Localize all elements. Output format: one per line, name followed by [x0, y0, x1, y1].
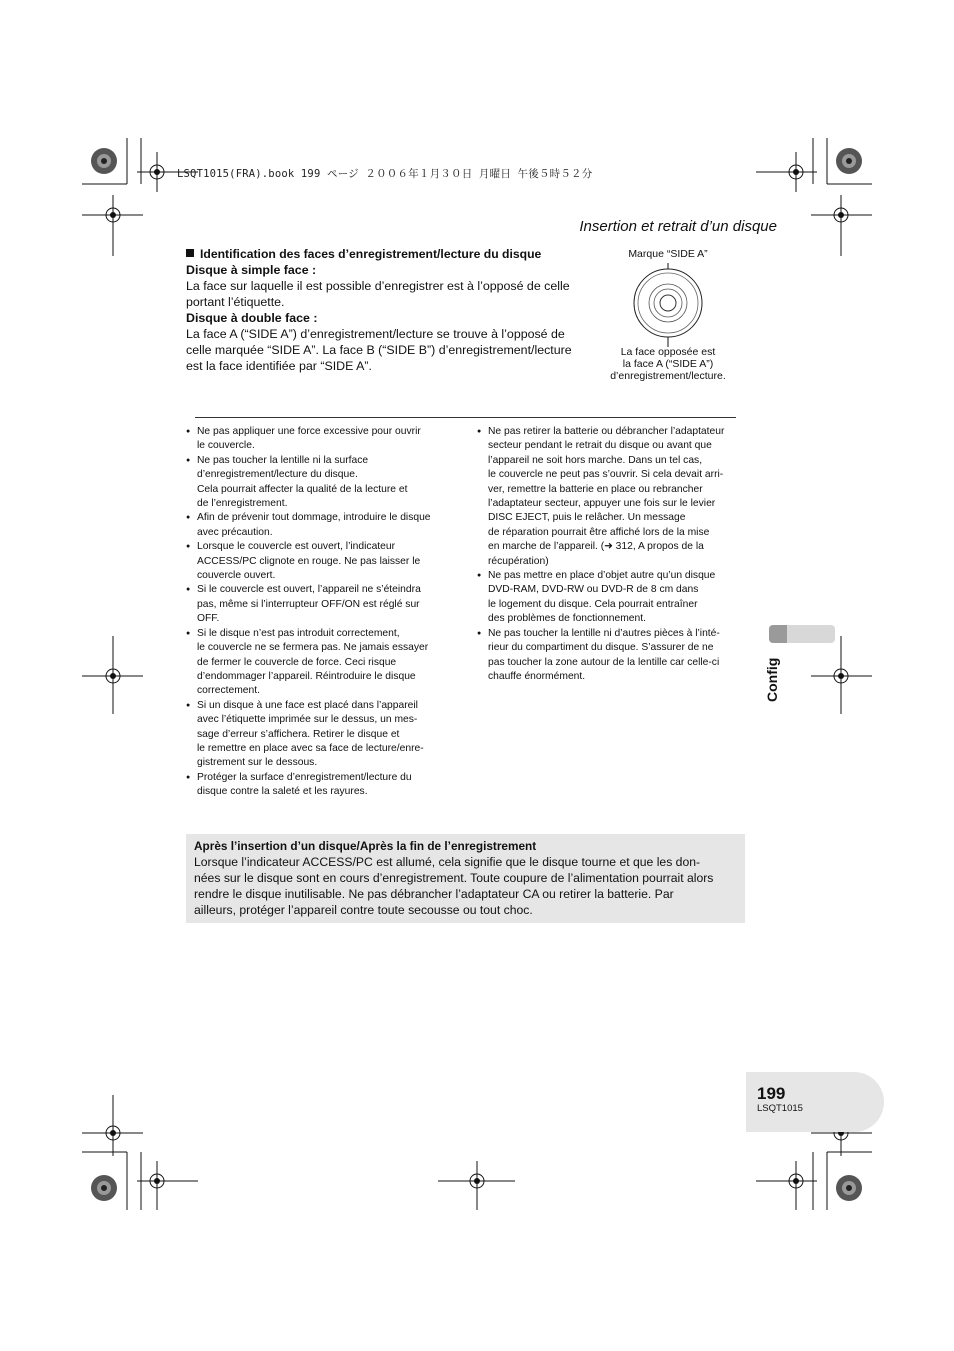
- section-title: Insertion et retrait d’un disque: [579, 218, 777, 235]
- note-line: d’enregistrement/lecture du disque.: [197, 469, 358, 481]
- note-line: l’appareil ne soit hors marche. Dans un tel cas,: [488, 454, 703, 466]
- note-line: le logement du disque. Cela pourrait entraîner: [488, 598, 698, 610]
- note-line: pas, même si l’interrupteur OFF/ON est réglé sur: [197, 598, 420, 610]
- identification-heading: Identification des faces d’enregistrement/lecture du disque: [186, 246, 582, 262]
- note-item: [186, 511, 454, 540]
- note-line: gistrement sur le dessous.: [197, 757, 318, 769]
- note-line: avec l’étiquette imprimée sur le dessus, un mes-: [197, 714, 418, 726]
- note-line: le remettre en place avec sa face de lecture/enre-: [197, 742, 424, 754]
- square-bullet-icon: [186, 249, 194, 257]
- single-side-title: Disque à simple face :: [186, 263, 317, 277]
- note-line: ver, remettre la batterie en place ou rebrancher: [488, 483, 703, 495]
- divider: [195, 417, 736, 418]
- note-line: ● Ne pas mettre en place d’objet autre qu’un disque: [488, 570, 716, 582]
- note-item: [477, 425, 749, 569]
- note-item: [186, 540, 454, 583]
- side-a-mark-label: Marque “SIDE A”: [628, 248, 708, 260]
- note-line: correctement.: [197, 685, 260, 697]
- notes-left-column: [186, 425, 454, 800]
- note-line: rieur du compartiment du disque. S’assurer de ne: [488, 642, 714, 654]
- note-line: de réparation pourrait être affiché lors de la mise: [488, 526, 710, 538]
- note-item: [186, 583, 454, 626]
- note-line: couvercle ouvert.: [197, 570, 276, 582]
- note-line: le couvercle ne se fermera pas. Ne jamais essayer: [197, 642, 429, 654]
- note-line: avec précaution.: [197, 526, 273, 538]
- notes-right-column: [477, 425, 749, 684]
- note-line: ACCESS/PC clignote en rouge. Ne pas laisser le: [197, 555, 421, 567]
- page-code: LSQT1015: [757, 1103, 803, 1114]
- note-line: pas toucher la zone autour de la lentille car celle-ci: [488, 656, 720, 668]
- section-tab-marker: [769, 625, 787, 643]
- note-item: [186, 454, 454, 512]
- note-line: ● Lorsque le couvercle est ouvert, l’indicateur: [197, 541, 396, 553]
- config-label-wrap: [764, 650, 784, 702]
- note-line: DISC EJECT, puis le relâcher. Un message: [488, 512, 686, 524]
- note-line: le couvercle ne peut pas s’ouvrir. Si cela devait arri-: [488, 469, 724, 481]
- note-line: ● Ne pas retirer la batterie ou débrancher l’adaptateur: [488, 426, 725, 437]
- note-line: disque contre la saleté et les rayures.: [197, 786, 368, 798]
- note-line: l’adaptateur secteur, appuyer une fois sur le levier: [488, 498, 716, 510]
- note-line: ● Si le couvercle est ouvert, l’appareil ne s’éteindra: [197, 584, 421, 596]
- notes-left-list: [186, 425, 454, 800]
- note-line: récupération): [488, 555, 549, 567]
- note-line: OFF.: [197, 613, 220, 625]
- notice-title: Après l’insertion d’un disque/Après la fin de l’enregistrement: [194, 839, 537, 853]
- note-line: ● Afin de prévenir tout dommage, introduire le disque: [197, 512, 431, 524]
- note-line: ● Ne pas appliquer une force excessive pour ouvrir: [197, 426, 421, 437]
- note-line: le couvercle.: [197, 440, 255, 452]
- note-line: Cela pourrait affecter la qualité de la lecture et: [197, 483, 408, 495]
- file-header: LSQT1015(FRA).book 199 ページ ２００６年１月３０日 月曜日 午後５時５２分: [177, 168, 593, 180]
- note-line: en marche de l’appareil. (➜ 312, A propos de la: [488, 541, 704, 553]
- notice-text: Lorsque l’indicateur ACCESS/PC est allumé, cela signifie que le disque tourne et que les don- nées sur le disque sont en cours d’enregistrement. Toute coupure de l’alimentation pourrait alors rendre le disque inutilisable. Ne pas débrancher l’adaptateur CA ou retirer la batterie. Par ailleurs, protéger l’appareil contre toute secousse ou tout choc.: [194, 855, 714, 917]
- note-line: de l’enregistrement.: [197, 498, 288, 510]
- identification-section: [186, 246, 582, 374]
- page-number: 199: [757, 1084, 786, 1103]
- note-line: des problèmes de fonctionnement.: [488, 613, 646, 625]
- notice-box: [186, 834, 745, 923]
- note-line: chauffe énormément.: [488, 670, 586, 682]
- single-side-text: La face sur laquelle il est possible d’enregistrer est à l’opposé de celle portant l’étiquette.: [186, 279, 570, 309]
- double-side-title: Disque à double face :: [186, 311, 318, 325]
- note-line: ● Ne pas toucher la lentille ni la surface: [197, 454, 369, 466]
- note-item: [186, 699, 454, 771]
- note-line: sage d’erreur s’affichera. Retirer le disque et: [197, 728, 400, 740]
- note-item: [186, 425, 454, 454]
- note-line: ● Ne pas toucher la lentille ni d’autres pièces à l’inté-: [488, 627, 720, 639]
- note-line: ● Si le disque n’est pas introduit correctement,: [197, 627, 400, 639]
- note-line: ● Si un disque à une face est placé dans l’appareil: [197, 699, 418, 711]
- disc-figure: [600, 247, 736, 387]
- note-item: [477, 569, 749, 627]
- note-line: de fermer le couvercle de force. Ceci risque: [197, 656, 397, 668]
- note-line: d’endommager l’appareil. Réintroduire le disque: [197, 670, 416, 682]
- note-item: [186, 627, 454, 699]
- note-item: [186, 771, 454, 800]
- double-side-text: La face A (“SIDE A”) d’enregistrement/lecture se trouve à l’opposé de celle marquée “SIDE A”. La face B (“SIDE B”) d’enregistrement/lecture est la face identifiée par “SIDE A”.: [186, 327, 572, 373]
- section-tab: [769, 625, 835, 643]
- config-label: Config: [764, 657, 780, 702]
- note-line: ● Protéger la surface d’enregistrement/lecture du: [197, 771, 412, 783]
- opposite-side-label: La face opposée est la face A (“SIDE A”) d’enregistrement/lecture.: [610, 346, 726, 382]
- notes-right-list: [477, 425, 749, 684]
- note-item: [477, 627, 749, 685]
- note-line: secteur pendant le retrait du disque ou avant que: [488, 440, 712, 452]
- note-line: DVD-RAM, DVD-RW ou DVD-R de 8 cm dans: [488, 584, 699, 596]
